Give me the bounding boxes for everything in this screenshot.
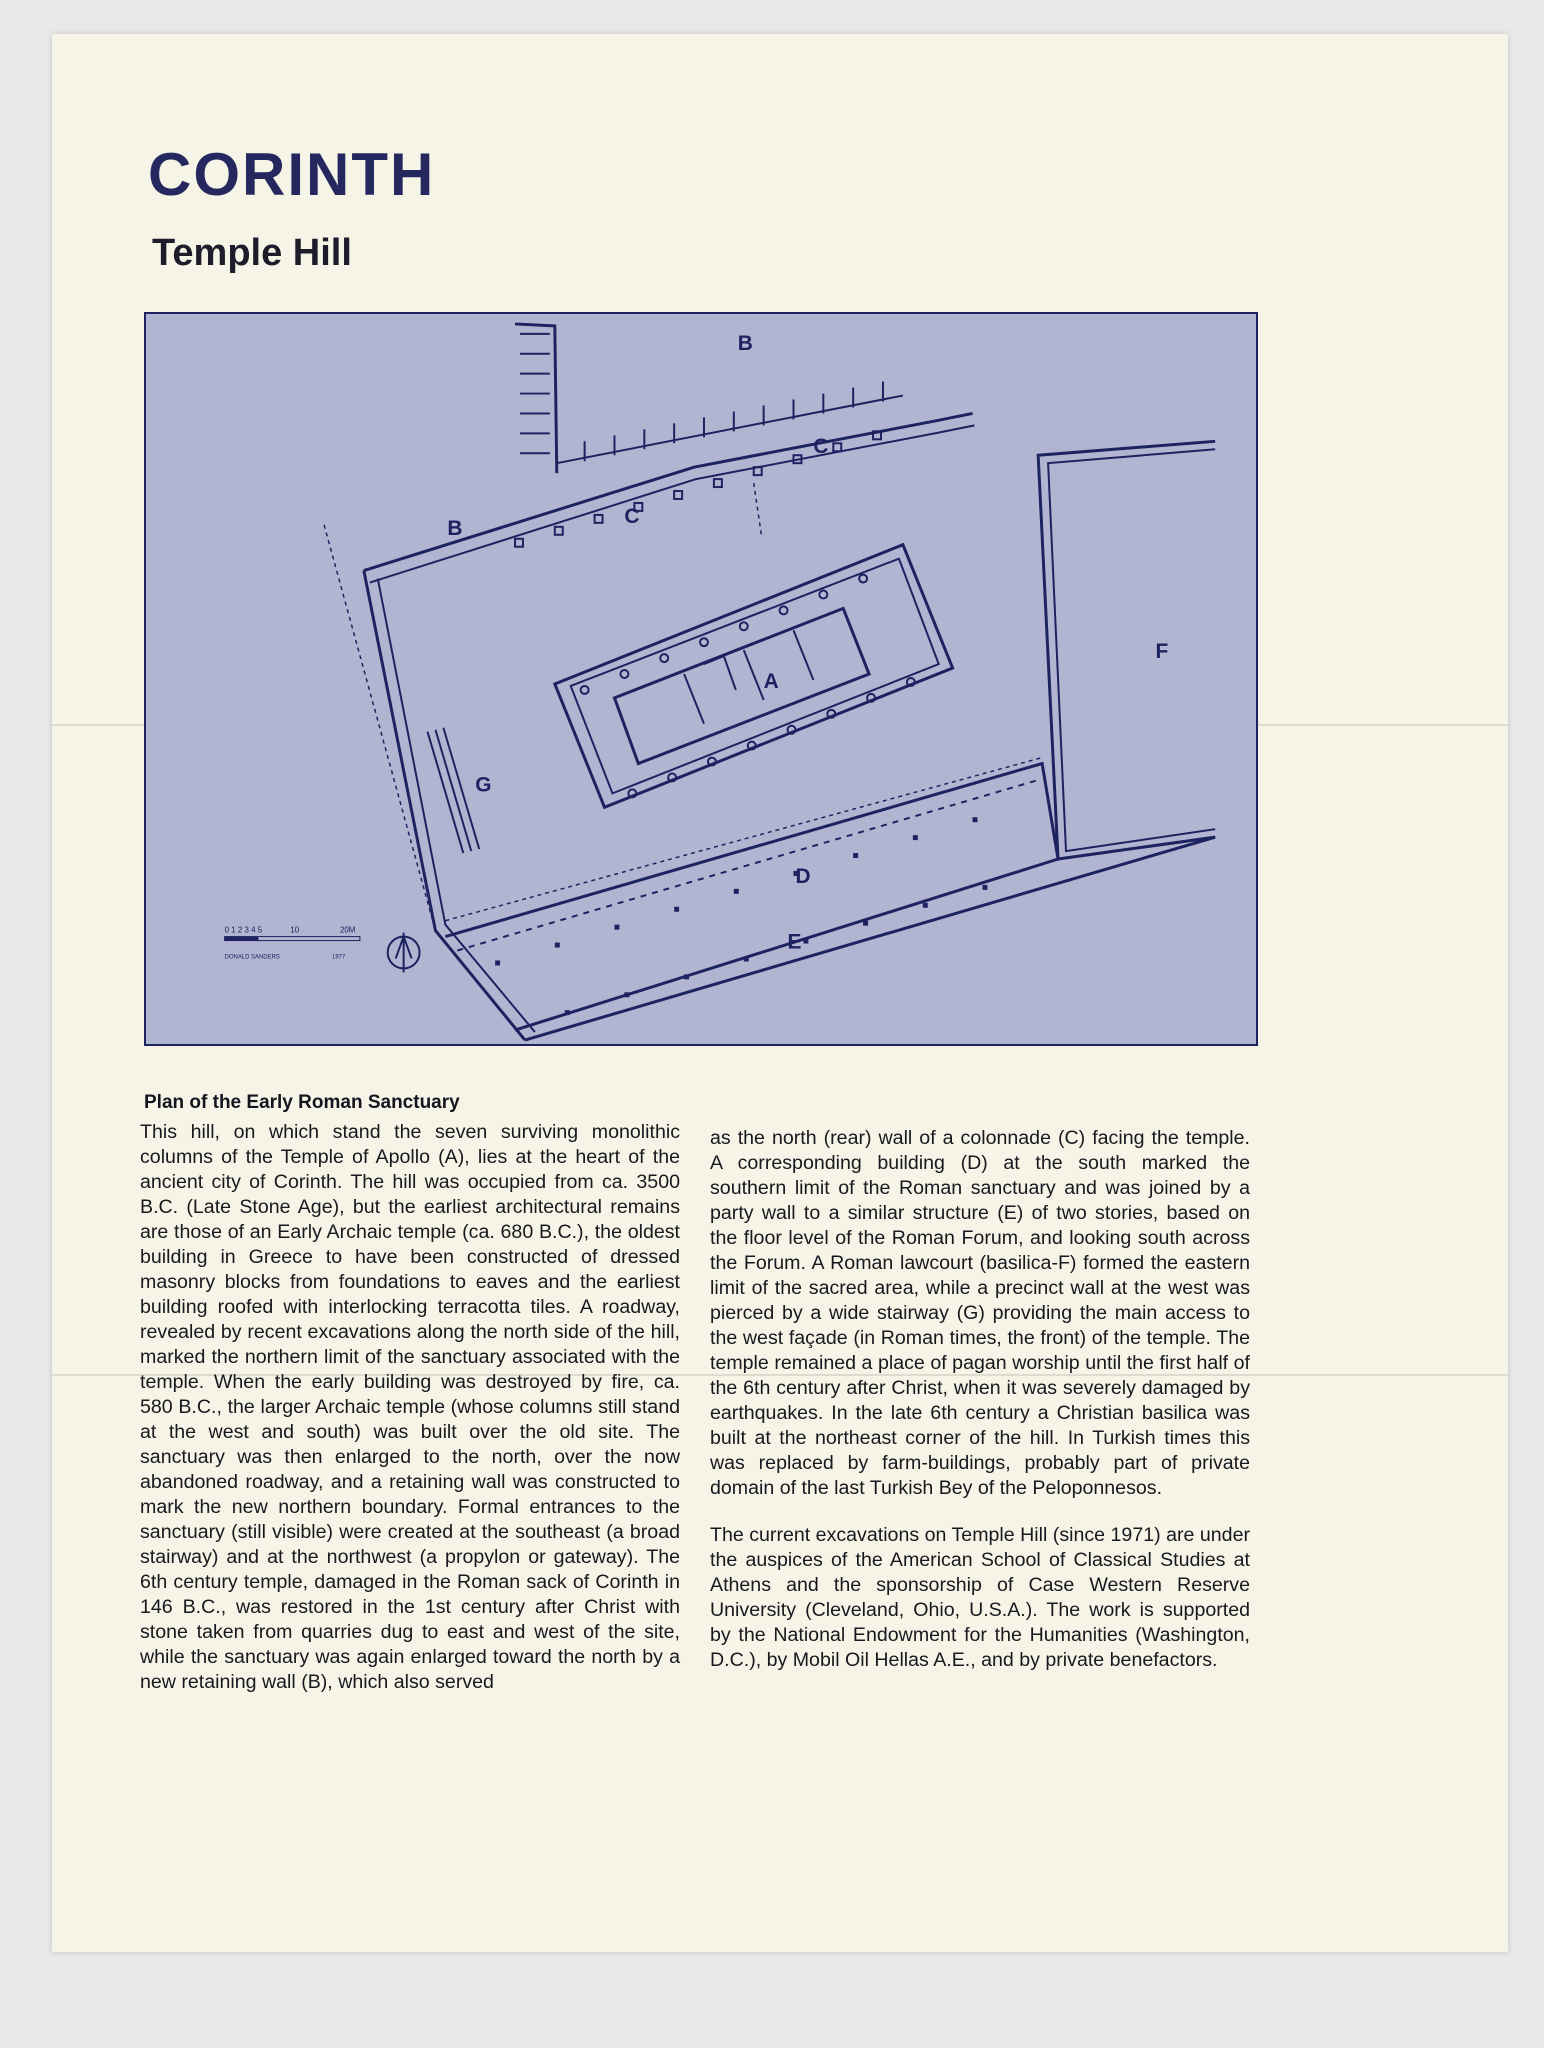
lawcourt-f: [1038, 441, 1215, 859]
page-subtitle: Temple Hill: [152, 232, 352, 274]
label-g: G: [475, 773, 492, 797]
site-plan-drawing: [146, 314, 1256, 1044]
lawcourt-f-inner: [1048, 449, 1215, 851]
label-b-west: B: [447, 516, 463, 540]
label-d: D: [795, 864, 811, 888]
northwest-rooms: [515, 324, 557, 473]
label-e: E: [787, 930, 802, 954]
scale-end: 20M: [339, 925, 356, 935]
scale-mid: 10: [290, 925, 300, 935]
plan-author: DONALD SANDERS: [224, 954, 280, 961]
south-colonnades: [495, 817, 987, 1015]
plan-year: 1977: [332, 954, 346, 961]
paragraph: as the north (rear) wall of a colonnade (C) facing the temple. A corresponding building (D) at the south marked the southern limit of the Roman sanctuary and was joined by a party wall to a similar structure (E) of two stories, based on the floor level of the Roman Forum, and looking south across the Forum. A Roman lawcourt (basilica-F) formed the eastern limit of the sacred area, while a precinct wall at the west was pierced by a wide stairway (G) providing the main access to the west façade (in Roman times, the front) of the temple. The temple remained a place of pagan worship until the first half of the 6th century after Christ, when it was severely damaged by earthquakes. In the late 6th century a Christian basilica was built at the northeast corner of the hill. In Turkish times this was replaced by farm-buildings, probably part of private domain of the last Turkish Bey of the Peloponnesos.: [710, 1127, 1250, 1499]
building-e: [525, 837, 1215, 1040]
text-column-left: [140, 1120, 680, 1717]
site-plan: [144, 312, 1258, 1046]
scale-ticks: 0 1 2 3 4 5: [224, 925, 263, 935]
building-d: [445, 764, 1058, 1031]
label-a: A: [763, 669, 779, 693]
paragraph: The current excavations on Temple Hill (since 1971) are under the auspices of the American School of Classical Studies at Athens and the sponsorship of Case Western Reserve University (Cleveland, Ohio, U.S.A.). The work is supported by the National Endowment for the Humanities (Washington, D.C.), by Mobil Oil Hellas A.E., and by private benefactors.: [710, 1524, 1250, 1671]
scale-bar: [225, 926, 360, 961]
west-wall-inner: [378, 579, 535, 1033]
north-shops: [557, 382, 903, 464]
stairway-g: [427, 728, 479, 853]
temple-a-cella: [614, 608, 869, 763]
text-column-right: [710, 1126, 1250, 1695]
paragraph: This hill, on which stand the seven surviving monolithic columns of the Temple of Apollo (A), lies at the heart of the ancient city of Corinth. The hill was occupied from ca. 3500 B.C. (Late Stone Age), but the earliest architectural remains are those of an Early Archaic temple (ca. 680 B.C.), the oldest building in Greece to have been constructed of dressed masonry blocks from foundations to eaves and the earliest building roofed with interlocking terracotta tiles. A roadway, revealed by recent excavations along the north side of the hill, marked the northern limit of the sanctuary associated with the temple. When the early building was destroyed by fire, ca. 580 B.C., the larger Archaic temple (whose columns still stand at the west and south) was built over the old site. The sanctuary was then enlarged to the north, over the now abandoned roadway, and a retaining wall was constructed to mark the new northern boundary. Formal entrances to the sanctuary (still visible) were created at the southeast (a broad stairway) and at the northwest (a propylon or gateway). The 6th century temple, damaged in the Roman sack of Corinth in 146 B.C., was restored in the 1st century after Christ with stone taken from quarries dug to east and west of the site, while the sanctuary was again enlarged toward the north by a new retaining wall (B), which also served: [140, 1121, 680, 1693]
plan-caption: Plan of the Early Roman Sanctuary: [144, 1092, 460, 1113]
west-wall: [364, 571, 525, 1040]
north-arrow-icon: [388, 933, 420, 973]
northwest-shops: [520, 334, 550, 453]
label-c-east: C: [813, 435, 829, 459]
label-c-west: C: [624, 504, 640, 528]
label-b-northeast: B: [737, 331, 753, 355]
wall-b-inner: [370, 425, 975, 582]
page-title: CORINTH: [148, 141, 436, 208]
building-d-inner: [457, 779, 1040, 950]
label-f: F: [1155, 640, 1169, 664]
